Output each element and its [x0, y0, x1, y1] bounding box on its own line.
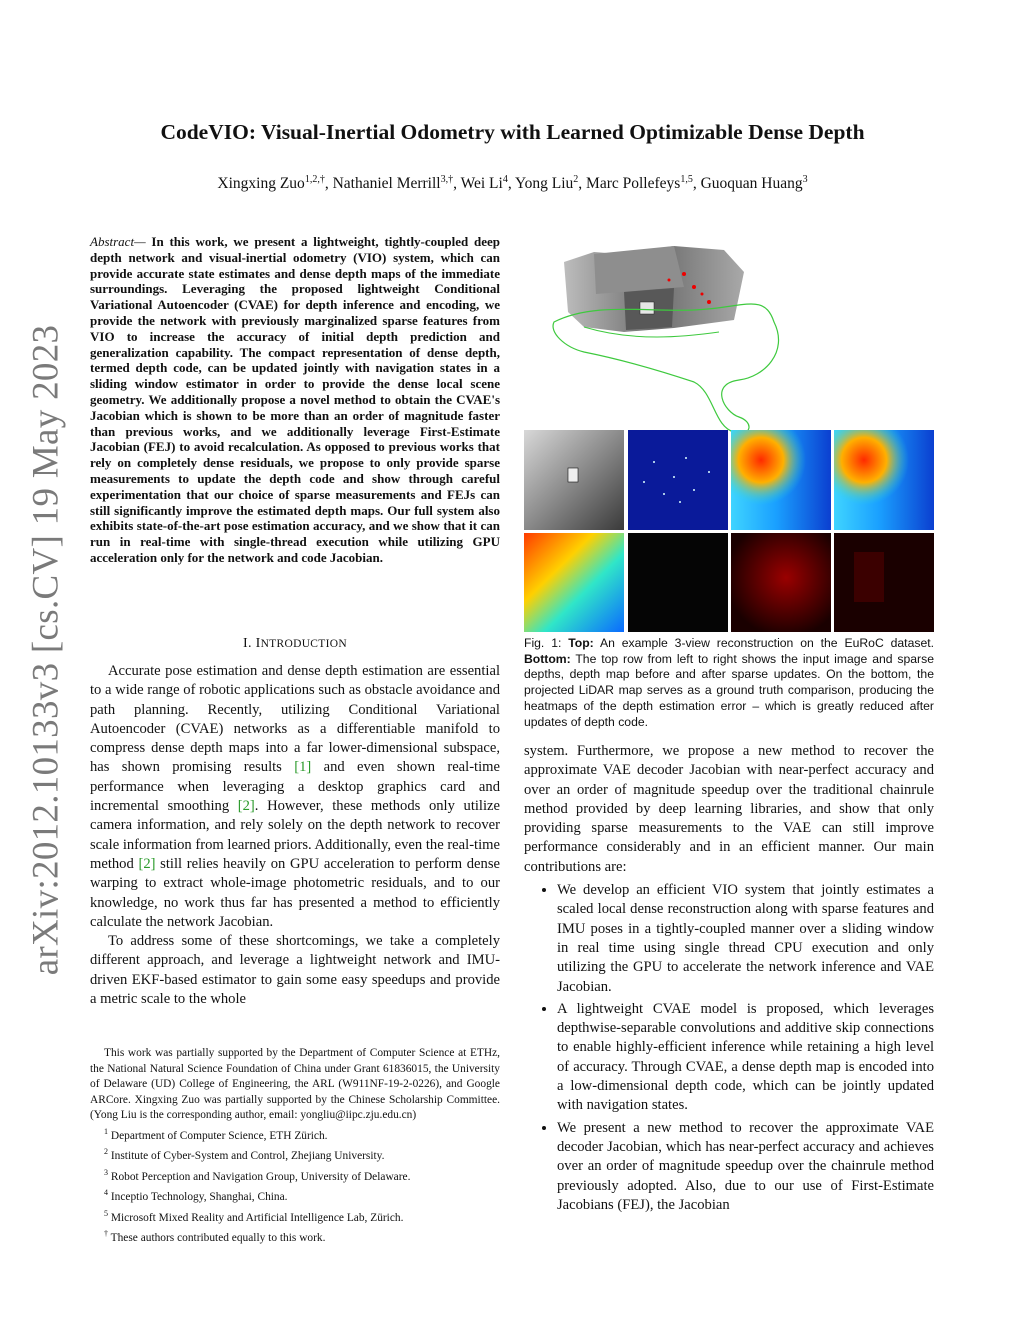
- figure-1: [524, 232, 934, 632]
- funding-footnote: This work was partially supported by the Department of Computer Science at ETHz, the National Natural Science Foundation of China under Grant 61836015, the University of Delaware (UD) College of Engineering, the ARL (W911NF-19-2-0226), and Google ARCore. Xingxing Zuo was partially supported by the Chinese Scholarship Committee. (Yong Liu is the corresponding author, email: yongliu@iipc.zju.edu.cn): [90, 1047, 500, 1122]
- arxiv-id: arXiv:2012.10133v3 [cs.CV] 19 May 2023: [25, 324, 67, 976]
- body-paragraph: system. Furthermore, we propose a new method to recover the approximate VAE decoder Jacobian with near-perfect accuracy and over an order of magnitude speedup over the traditional chainrule method provided by deep learning libraries, and show that only providing sparse measurements to the VAE can still improve performance considerably and in an efficient manner. Our main contributions are:: [524, 743, 934, 875]
- affiliation-footnote: $^3$ Robot Perception and Navigation Group, University of Delaware.: [104, 1167, 411, 1183]
- author: Guoquan Huang$^3$: [700, 174, 808, 193]
- citation-link[interactable]: [2]: [237, 798, 255, 815]
- affiliation-footnote: $^1$ Department of Computer Science, ETH Zürich.: [104, 1126, 328, 1142]
- abstract: Abstract— In this work, we present a lightweight, tightly-coupled deep depth network and visual-inertial odometry (VIO) system, which can provide accurate state estimates and dense depth maps of the immediate surroundings. Leveraging the proposed lightweight Conditional Variational Autoencoder (CVAE) for depth inference and encoding, we provide the network with previously marginalized sparse features from VIO to increase the accuracy of initial depth prediction and generalization capability. The compact representation of dense depth, termed depth code, can be updated jointly with navigation states in a sliding window estimator in order to provide the dense local scene geometry. We additionally propose a novel method to obtain the CVAE's Jacobian which is shown to be more than an order of magnitude faster than previous works, and we additionally leverage First-Estimate Jacobian (FEJ) to avoid recalculation. As opposed to previous works that rely on completely dense residuals, we propose to only provide sparse measurements to update the depth code and show through careful experimentation that our choice of sparse measurements and FEJs can still significantly improve the estimated depth maps. Our full system also exhibits state-of-the-art pose estimation accuracy, and we show that it can run in real-time with single-thread execution while utilizing GPU acceleration only for the network and code Jacobian.: [90, 234, 500, 565]
- affiliation-footnote: $^5$ Microsoft Mixed Reality and Artificial Intelligence Lab, Zürich.: [104, 1208, 404, 1224]
- intro-paragraph: To address some of these shortcomings, we take a completely different approach, and leverage a lightweight network and IMU-driven EKF-based estimator to gain some easy speedups and provide a metric scale to the whole: [90, 933, 500, 1008]
- right-column-body: [524, 742, 934, 1218]
- abstract-text: In this work, we present a lightweight, tightly-coupled deep depth network and visual-inertial odometry (VIO) system, which can provide accurate state estimates and dense depth maps of the immediate surroundings. Leveraging the proposed lightweight Conditional Variational Autoencoder (CVAE) for depth inference and encoding, we provide the network with previously marginalized sparse features from VIO to increase the accuracy of initial depth prediction and generalization capability. The compact representation of dense depth, termed depth code, can be updated jointly with navigation states in a sliding window estimator in order to provide the dense local scene geometry. We additionally propose a novel method to obtain the CVAE's Jacobian which is shown to be more than an order of magnitude faster than previous works, and we additionally leverage First-Estimate Jacobian (FEJ) to avoid recalculation. As opposed to previous works that rely on completely dense residuals, we propose to only provide sparse measurements to update the depth code and show through careful experimentation that our choice of sparse measurements and FEJs can still significantly improve the estimated depth maps. Our full system also exhibits state-of-the-art pose estimation accuracy, and we show that it can run in real-time with single-thread execution while utilizing GPU acceleration only for the network and code Jacobian.: [90, 234, 500, 565]
- author: Yong Liu$^2$: [515, 174, 579, 193]
- affiliation-footnote: $^4$ Inceptio Technology, Shanghai, China.: [104, 1188, 288, 1203]
- figure-1-caption: Fig. 1: Top: An example 3-view reconstruction on the EuRoC dataset. Bottom: The top row from left to right shows the input image and sparse depths, depth map before and after sparse updates. On the bottom, the projected LiDAR map serves as a ground truth comparison, producing the heatmaps of the depth estimation error – which is greatly reduced after updates of depth code.: [524, 636, 934, 729]
- abstract-label: Abstract: [90, 234, 135, 249]
- error-heatmap-before-panel: [731, 533, 831, 632]
- figure-1-graphic: [524, 232, 934, 632]
- section-heading-introduction: I. INTRODUCTION: [243, 636, 347, 651]
- list-item: • A lightweight CVAE model is proposed, which leverages depthwise-separable convolutions and additive skip connections to enable highly-efficient inference while retaining a high level of accuracy. Through CVAE, a dense depth map is encoded into a low-dimensional depth code, which can be jointly updated with navigation states.: [557, 1000, 934, 1116]
- footnotes: [90, 1046, 500, 1246]
- citation-link[interactable]: [1]: [294, 759, 312, 776]
- paper-title: CodeVIO: Visual-Inertial Odometry with Learned Optimizable Dense Depth: [160, 120, 865, 144]
- lidar-ground-truth-panel: [524, 533, 624, 632]
- list-item: • We present a new method to recover the approximate VAE decoder Jacobian, which has near-perfect accuracy and achieves over an order of magnitude speedup over the chainrule method previously adopted. Also, due to our use of First-Estimate Jacobians (FEJ), the Jacobian: [557, 1119, 934, 1215]
- author: Nathaniel Merrill$^{3,\dagger}$: [332, 174, 454, 193]
- sparse-depth-panel: [628, 430, 728, 530]
- contributions-list: [524, 881, 934, 1215]
- list-item: • We develop an efficient VIO system that jointly estimates a scaled local dense reconstruction along with sparse features and IMU poses in a tightly-coupled manner over a sliding window in real time using single thread CPU execution and only utilizing the GPU to accelerate the network inference and VAE Jacobian.: [557, 881, 934, 997]
- intro-paragraph: Accurate pose estimation and dense depth estimation are essential to a wide range of robotic applications such as obstacle avoidance and path planning. Recently, utilizing Conditional Variational Autoencoder (CVAE) networks as a differentiable manifold to compress dense depth maps into a far lower-dimensional subspace, has shown promising results [1] and even shown real-time performance when leveraging a desktop graphics card and incremental smoothing [2]. However, these methods only utilize camera information, and rely solely on the depth network to recover scale information from learned priors. Additionally, even the real-time method [2] still relies heavily on GPU acceleration to perform dense warping to extract whole-image photometric residuals, and to our knowledge, no work thus far has presented a method to efficiently calculate the network Jacobian.: [90, 663, 500, 930]
- citation-link[interactable]: [2]: [138, 855, 156, 872]
- error-heatmap-sparse-panel: [628, 533, 728, 632]
- intro-body: [90, 662, 500, 1009]
- author: Wei Li$^4$: [460, 174, 508, 193]
- reconstruction-3d: [553, 246, 778, 433]
- author: Marc Pollefeys$^{1,5}$: [586, 174, 693, 193]
- author-list: Xingxing Zuo$^{1,2,\dagger}$, Nathaniel Merrill$^{3,\dagger}$, Wei Li$^4$, Yong Liu$^2$, Marc Pollefeys$^{1,5}$, Guoquan Huang$^3$: [217, 174, 808, 193]
- affiliation-footnote: † These authors contributed equally to this work.: [104, 1228, 326, 1244]
- affiliation-footnote: $^2$ Institute of Cyber-System and Control, Zhejiang University.: [104, 1147, 385, 1163]
- author: Xingxing Zuo$^{1,2,\dagger}$: [217, 174, 325, 193]
- arxiv-sidebar: [0, 250, 80, 1050]
